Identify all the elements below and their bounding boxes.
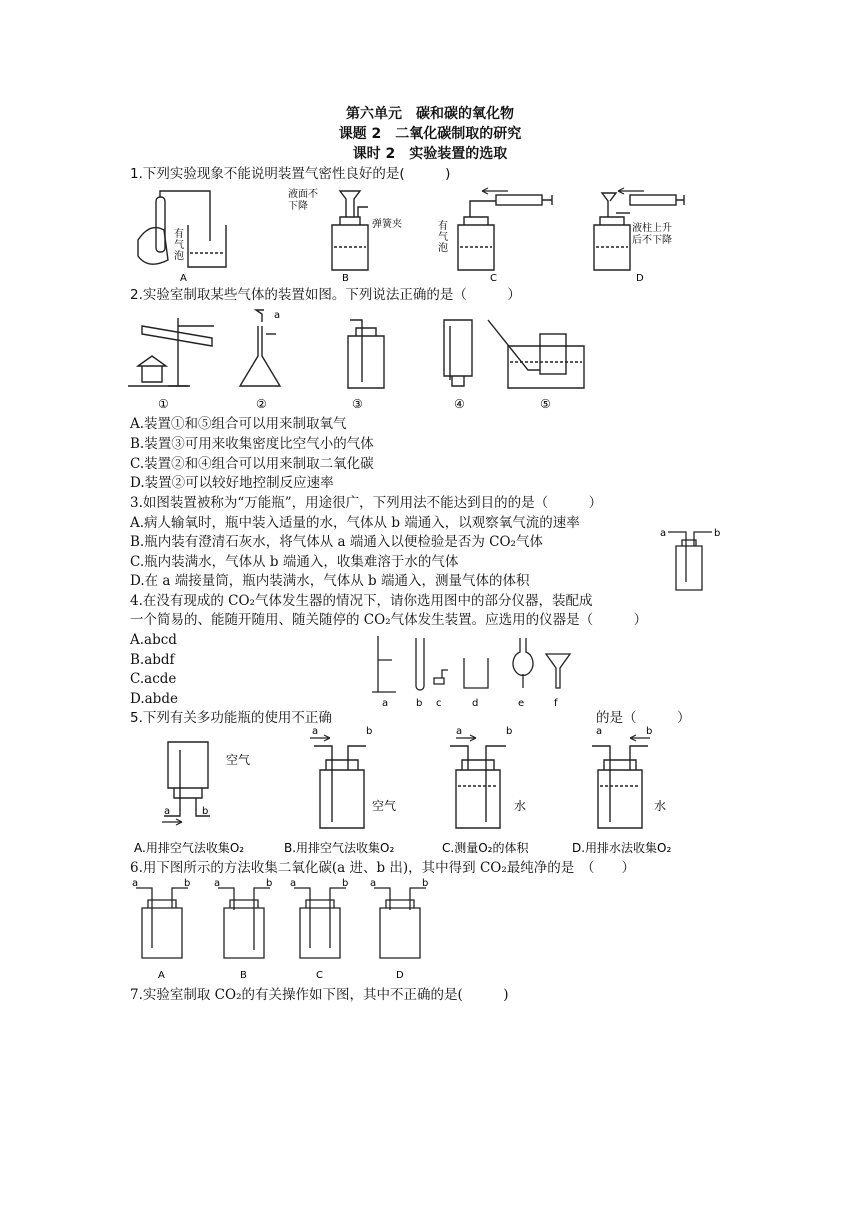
q1-d-rise-2: 后不下降 xyxy=(632,235,672,246)
q6-b-port-a: a xyxy=(214,878,221,889)
q3-stem: 3.如图装置被称为“万能瓶”，用途很广，下列用法不能达到目的的是（ ） xyxy=(130,495,603,511)
q7-stem: 7.实验室制取 CO₂的有关操作如下图，其中不正确的是( ) xyxy=(130,987,509,1003)
q2-stem: 2.实验室制取某些气体的装置如图。下列说法正确的是（ ） xyxy=(130,287,521,303)
q2-label-4: ④ xyxy=(454,397,465,411)
q4-label-b: b xyxy=(416,698,423,709)
unit-title: 第六单元 碳和碳的氧化物 xyxy=(346,106,514,122)
q5-b-port-b: b xyxy=(366,726,373,737)
q6-b-port-b: b xyxy=(266,878,273,889)
arrow-left-icon xyxy=(618,188,644,194)
q6-a-port-a: a xyxy=(132,878,139,889)
q1-label-a: A xyxy=(180,273,187,284)
q1-c-bubble-2: 气 xyxy=(438,232,448,243)
q1-b-level-2: 下降 xyxy=(288,201,308,212)
q5-caption-d: D.用排水法收集O₂ xyxy=(572,841,672,855)
q2-label-1: ① xyxy=(158,397,169,411)
q5-c-port-b: b xyxy=(506,726,513,737)
period-title: 课时 2 实验装置的选取 xyxy=(352,146,508,162)
q2-label-5: ⑤ xyxy=(540,397,551,411)
q1-c-bubble-3: 泡 xyxy=(438,243,448,254)
q2-option-c: C.装置②和④组合可以用来制取二氧化碳 xyxy=(130,456,374,472)
q6-label-b: B xyxy=(240,970,247,981)
q5-caption-a: A.用排空气法收集O₂ xyxy=(134,841,245,855)
q1-figure xyxy=(128,185,688,285)
q6-c-port-b: b xyxy=(342,878,349,889)
q5-d-port-b: b xyxy=(646,726,653,737)
q5-a-air: 空气 xyxy=(226,753,251,767)
q2-port-a: a xyxy=(274,310,281,321)
q1-a-bubble-2: 气 xyxy=(174,240,184,251)
q4-label-d: d xyxy=(472,698,479,709)
q5-c-port-a: a xyxy=(456,726,463,737)
q4-label-c: c xyxy=(436,698,442,709)
q4-option-b: B.abdf xyxy=(130,652,175,668)
q3-port-a: a xyxy=(660,528,667,539)
q6-c-port-a: a xyxy=(290,878,297,889)
q2-option-b: B.装置③可用来收集密度比空气小的气体 xyxy=(130,436,374,452)
q1-a-bubble-1: 有 xyxy=(174,229,184,240)
q1-a-bubble-3: 泡 xyxy=(174,251,184,262)
q1-stem: 1.下列实验现象不能说明装置气密性良好的是( ) xyxy=(130,166,451,182)
q1-label-c: C xyxy=(490,273,497,284)
q1-c-bubble-1: 有 xyxy=(438,221,448,232)
q6-stem: 6.用下图所示的方法收集二氧化碳(a 进、b 出)，其中得到 CO₂最纯净的是 （ ） xyxy=(130,860,636,876)
q4-label-f: f xyxy=(554,698,558,709)
arrow-left-icon xyxy=(482,188,508,194)
q6-figure xyxy=(130,878,440,982)
arrow-right-icon xyxy=(162,819,182,825)
q5-b-port-a: a xyxy=(312,726,319,737)
q1-b-clip: 弹簧夹 xyxy=(372,219,402,230)
q3-option-a: A.病人输氧时，瓶中装入适量的水，气体从 b 端通入，以观察氧气流的速率 xyxy=(130,515,580,531)
q6-label-c: C xyxy=(316,970,323,981)
q4-label-a: a xyxy=(382,698,389,709)
q2-label-2: ② xyxy=(256,397,267,411)
q3-option-b: B.瓶内装有澄清石灰水，将气体从 a 端通入以便检验是否为 CO₂气体 xyxy=(130,534,543,550)
q6-a-port-b: b xyxy=(184,878,191,889)
q5-b-air: 空气 xyxy=(372,799,397,813)
q6-d-port-a: a xyxy=(370,878,377,889)
q5-c-water: 水 xyxy=(514,799,527,813)
q5-caption-b: B.用排空气法收集O₂ xyxy=(284,841,395,855)
q5-caption-c: C.测量O₂的体积 xyxy=(442,841,529,855)
q6-d-port-b: b xyxy=(422,878,429,889)
q4-option-a: A.abcd xyxy=(130,632,177,648)
hand-icon xyxy=(138,228,168,265)
q1-b-level-1: 液面不 xyxy=(288,189,318,200)
q6-label-d: D xyxy=(396,970,404,981)
q4-stem-line2: 一个简易的、能随开随用、随关随停的 CO₂气体发生装置。应选用的仪器是（ ） xyxy=(130,612,648,628)
q5-d-water: 水 xyxy=(654,799,667,813)
q4-option-d: D.abde xyxy=(130,691,178,707)
q2-option-d: D.装置②可以较好地控制反应速率 xyxy=(130,475,334,491)
q4-instruments-figure xyxy=(368,632,600,708)
q5-stem-part2: 的是（ ） xyxy=(596,710,691,726)
q3-option-c: C.瓶内装满水，气体从 b 端通入，收集难溶于水的气体 xyxy=(130,554,459,570)
q1-label-d: D xyxy=(636,273,644,284)
q2-label-3: ③ xyxy=(352,397,363,411)
q5-figure xyxy=(134,726,704,858)
q4-label-e: e xyxy=(518,698,525,709)
q5-d-port-a: a xyxy=(596,726,603,737)
q1-label-b: B xyxy=(342,273,349,284)
q3-bottle-figure xyxy=(660,524,720,594)
q3-option-d: D.在 a 端接量筒，瓶内装满水，气体从 b 端通入，测量气体的体积 xyxy=(130,573,530,589)
q4-stem-line1: 4.在没有现成的 CO₂气体发生器的情况下，请你选用图中的部分仪器，装配成 xyxy=(130,593,593,609)
q2-option-a: A.装置①和⑤组合可以用来制取氧气 xyxy=(130,416,347,432)
lesson-title: 课题 2 二氧化碳制取的研究 xyxy=(338,126,522,142)
q5-stem-part1: 5.下列有关多功能瓶的使用不正确 xyxy=(130,710,332,726)
q2-figure xyxy=(128,306,588,412)
q1-d-rise-1: 液柱上升 xyxy=(632,223,672,234)
q5-a-port-a: a xyxy=(164,806,171,817)
q6-label-a: A xyxy=(158,970,165,981)
q5-a-port-b: b xyxy=(202,806,209,817)
q4-option-c: C.acde xyxy=(130,671,177,687)
q3-port-b: b xyxy=(714,528,721,539)
